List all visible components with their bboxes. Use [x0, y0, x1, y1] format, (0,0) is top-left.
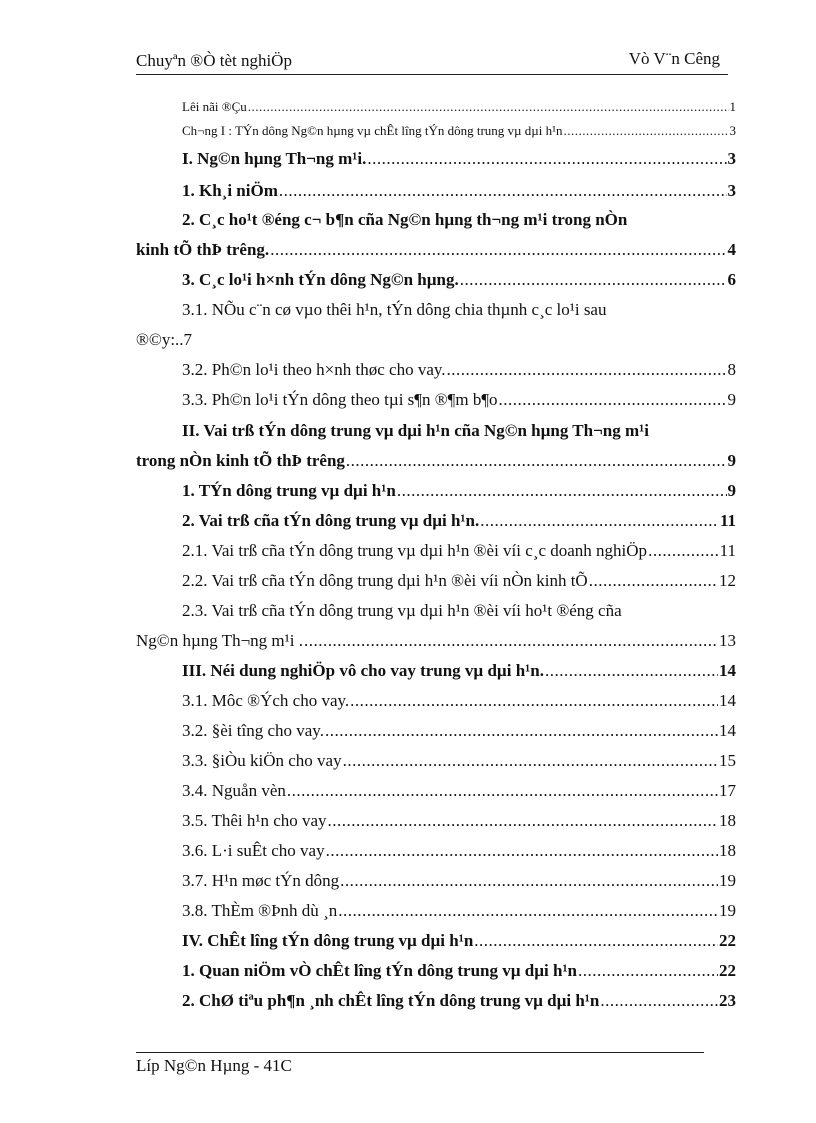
toc-entry-title: 1. TÝn dông trung vµ dµi h¹n: [182, 481, 396, 500]
toc-entry-page: 9: [727, 390, 736, 409]
toc-leader: [346, 448, 727, 474]
toc-leader: [589, 568, 718, 594]
toc-entry-page: 13: [719, 631, 736, 650]
toc-entry-title: 1. Quan niÖm vÒ chÊt lîng tÝn dông trung vµ dµi h¹n: [182, 961, 578, 980]
toc-entry: [182, 688, 736, 714]
toc-leader: [648, 538, 719, 564]
toc-entry-title: 3.4. Nguån vèn: [182, 781, 286, 800]
toc-leader: [600, 988, 718, 1014]
toc-entry: [182, 508, 736, 534]
toc-entry-page: 8: [727, 360, 736, 379]
toc-entry: [136, 448, 736, 474]
toc-entry-page: 19: [719, 901, 736, 920]
toc-entry-page: 14: [719, 721, 736, 740]
toc-entry-page: 22: [719, 961, 736, 980]
toc-entry-title: 3.3. §iÒu kiÖn cho vay: [182, 751, 342, 770]
toc-entry-page: 9: [727, 481, 736, 500]
toc-entry: [182, 118, 736, 144]
toc-entry-title-cont: kinh tÕ thÞ trêng.: [136, 240, 270, 259]
toc-entry-title: 2.1. Vai trß cña tÝn dông trung vµ dµi h¹n ®èi víi c¸c doanh nghiÖp: [182, 541, 648, 560]
toc-entry: [182, 658, 736, 684]
toc-entry: [182, 778, 736, 804]
toc-entry: [182, 478, 736, 504]
toc-entry: [182, 178, 736, 204]
toc-entry: [182, 898, 736, 924]
toc-entry-title: 2. C¸c ho¹t ®éng c¬ b¶n cña Ng©n hµng th¬ng m¹i trong nÒn: [182, 210, 628, 229]
toc-entry-page: 18: [719, 811, 736, 830]
toc-entry-page: 11: [719, 511, 736, 530]
header-author: Vò V¨n Cêng: [628, 49, 720, 68]
toc-entry: [182, 146, 736, 172]
toc-entry-page: 14: [719, 691, 736, 710]
running-header: [136, 48, 728, 75]
toc-entry-title: III. Néi dung nghiÖp vô cho vay trung vµ dµi h¹n.: [182, 661, 544, 680]
toc-entry: [182, 538, 736, 564]
toc-entry-title: 2. ChØ tiªu ph¶n ¸nh chÊt lîng tÝn dông trung vµ dµi h¹n: [182, 991, 600, 1010]
toc-leader: [279, 178, 727, 204]
toc-entry: [182, 808, 736, 834]
footer-divider: [136, 1052, 704, 1053]
toc-leader: [397, 478, 727, 504]
toc-leader: [304, 628, 718, 654]
toc-entry-title: 3.3. Ph©n lo¹i tÝn dông theo tµi s¶n ®¶m b¶o: [182, 390, 498, 409]
toc-entry-page: 3: [727, 149, 736, 168]
running-footer: Líp Ng©n Hµng - 41C: [136, 1056, 292, 1075]
toc-leader: [460, 267, 727, 293]
toc-entry-title: 3. C¸c lo¹i h×nh tÝn dông Ng©n hµng.: [182, 270, 459, 289]
toc-entry-title: 3.1. NÕu c¨n cø vµo thêi h¹n, tÝn dông chia thµnh c¸c lo¹i sau: [182, 300, 607, 319]
toc-entry: [136, 237, 736, 263]
toc-entry-page: 6: [727, 270, 736, 289]
toc-leader: [325, 718, 718, 744]
toc-leader: [545, 658, 718, 684]
toc-leader: [474, 928, 718, 954]
toc-leader: [326, 838, 718, 864]
toc-entry-page: 14: [719, 661, 736, 680]
toc-entry: [182, 357, 736, 383]
toc-entry-title: I. Ng©n hµng Th¬ng m¹i.: [182, 149, 367, 168]
toc-entry-title: 3.2. §èi tîng cho vay.: [182, 721, 324, 740]
toc-entry-title: 2. Vai trß cña tÝn dông trung vµ dµi h¹n.: [182, 511, 480, 530]
toc-entry-title: Lêi nãi ®Çu: [182, 99, 247, 114]
toc-entry-title: 3.5. Thêi h¹n cho vay: [182, 811, 327, 830]
toc-entry: [182, 868, 736, 894]
toc-leader: [270, 237, 726, 263]
toc-leader: [340, 868, 718, 894]
toc-entry-title: 2.2. Vai trß cña tÝn dông trung dµi h¹n ®èi víi nÒn kinh tÕ: [182, 571, 588, 590]
toc-leader: [287, 778, 718, 804]
toc-entry-page: 15: [719, 751, 736, 770]
toc-entry: [182, 958, 736, 984]
toc-entry-title: 3.7. H¹n møc tÝn dông: [182, 871, 340, 890]
toc-entry-page: 12: [719, 571, 736, 590]
toc-leader: [480, 508, 719, 534]
toc-entry: [182, 267, 736, 293]
toc-entry-page: 17: [719, 781, 736, 800]
toc-entry-title: 1. Kh¸i niÖm: [182, 181, 278, 200]
toc-entry-title-cont: trong nÒn kinh tÕ thÞ trêng: [136, 451, 345, 470]
toc-entry-page: 18: [719, 841, 736, 860]
toc-entry: [136, 628, 736, 654]
toc-entry-page: 1: [729, 99, 736, 114]
toc-leader: [367, 146, 726, 172]
toc-leader: [328, 808, 718, 834]
toc-leader: [564, 118, 729, 144]
toc-leader: [447, 357, 727, 383]
toc-entry-page: 23: [719, 991, 736, 1010]
toc-entry-title: 2.3. Vai trß cña tÝn dông trung vµ dµi h¹n ®èi víi ho¹t ®éng cña: [182, 601, 622, 620]
toc-entry-page: 11: [719, 541, 736, 560]
toc-entry-title: II. Vai trß tÝn dông trung vµ dµi h¹n cña Ng©n hµng Th¬ng m¹i: [182, 421, 649, 440]
toc-entry: [182, 838, 736, 864]
toc-entry: [182, 94, 736, 120]
toc-leader: [248, 94, 729, 120]
toc-entry: [182, 988, 736, 1014]
toc-entry-page: 22: [719, 931, 736, 950]
toc-entry-page: 19: [719, 871, 736, 890]
toc-entry-title: 3.1. Môc ®Ých cho vay.: [182, 691, 350, 710]
toc-leader: [338, 898, 718, 924]
toc-leader: [499, 387, 727, 413]
toc-entry-page: 4: [727, 240, 736, 259]
toc-leader: [350, 688, 718, 714]
toc-entry-page: 9: [727, 451, 736, 470]
toc-entry-title: 3.6. L·i suÊt cho vay: [182, 841, 325, 860]
toc-entry-page: 3: [727, 181, 736, 200]
toc-entry: [182, 718, 736, 744]
toc-entry: [182, 568, 736, 594]
toc-entry-title: 3.8. ThÈm ®Þnh dù ¸n: [182, 901, 338, 920]
toc-entry-title-cont: Ng©n hµng Th¬ng m¹i .: [136, 631, 303, 650]
toc-entry-title: Ch¬ng I : TÝn dông Ng©n hµng vµ chÊt lîng tÝn dông trung vµ dµi h¹n: [182, 123, 563, 138]
header-title: Chuyªn ®Ò tèt nghiÖp: [136, 51, 292, 70]
toc-entry-title: IV. ChÊt lîng tÝn dông trung vµ dµi h¹n: [182, 931, 474, 950]
toc-entry: [182, 387, 736, 413]
toc-leader: [578, 958, 718, 984]
toc-entry-title: 3.2. Ph©n lo¹i theo h×nh thøc cho vay.: [182, 360, 446, 379]
toc-entry-page: 3: [729, 123, 736, 138]
toc-entry-title-cont: ®©y:..7: [136, 330, 193, 349]
toc-entry: [182, 928, 736, 954]
toc-leader: [343, 748, 718, 774]
toc-entry: [182, 748, 736, 774]
